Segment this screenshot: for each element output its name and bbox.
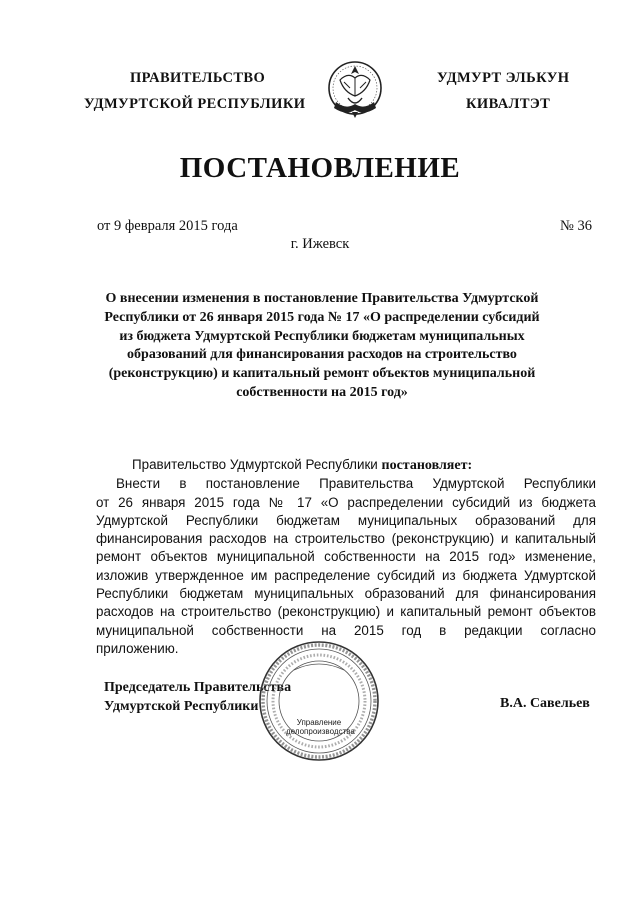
body-line: ремонт объектов муниципальной собственности на 2015 год» изменение, bbox=[96, 549, 596, 565]
header-left-line1: ПРАВИТЕЛЬСТВО bbox=[130, 70, 266, 86]
body-intro-line bbox=[96, 456, 596, 475]
udmurt-coat-of-arms-icon bbox=[326, 58, 384, 122]
body-intro: Правительство Удмуртской Республики bbox=[132, 457, 378, 472]
document-city: г. Ижевск bbox=[290, 236, 350, 252]
stamp-label bbox=[286, 718, 355, 736]
round-seal-icon bbox=[258, 640, 380, 762]
header-right-line1: УДМУРТ ЭЛЬКУН bbox=[437, 70, 570, 86]
signatory-role-line2: Удмуртской Республики bbox=[104, 699, 259, 714]
document-date: от 9 февраля 2015 года bbox=[97, 218, 238, 234]
body-line: Республики бюджетам муниципальных образований для финансирования bbox=[96, 586, 596, 602]
document-subject bbox=[96, 290, 548, 403]
signatory-name: В.А. Савельев bbox=[500, 696, 590, 711]
subject-line: образований для финансирования расходов на строительство bbox=[127, 347, 517, 363]
header-right-line2: КИВАЛТЭТ bbox=[466, 96, 551, 112]
document-title: ПОСТАНОВЛЕНИЕ bbox=[179, 152, 461, 184]
body-line: изложив утвержденное им распределение субсидий из бюджета Удмуртской bbox=[96, 567, 596, 583]
body-line: финансирования расходов на строительство (реконструкцию) и капитальный bbox=[96, 531, 596, 547]
header-left-line2: УДМУРТСКОЙ РЕСПУБЛИКИ bbox=[84, 96, 306, 112]
stamp-label-line1: Управление bbox=[296, 718, 342, 727]
document-body bbox=[96, 456, 596, 658]
subject-line: Республики от 26 января 2015 года № 17 «О распределении субсидий bbox=[104, 309, 540, 325]
body-line: приложению. bbox=[96, 640, 179, 656]
subject-line: собственности на 2015 год» bbox=[236, 384, 408, 400]
document-number: № 36 bbox=[560, 218, 592, 234]
subject-line: из бюджета Удмуртской Республики бюджетам муниципальных bbox=[119, 328, 525, 344]
body-line: расходов на строительство (реконструкцию) и капитальный ремонт объектов bbox=[96, 604, 596, 620]
signatory-role-line1: Председатель Правительства bbox=[104, 680, 292, 695]
body-line: от 26 января 2015 года № 17 «О распределении субсидий из бюджета bbox=[96, 494, 596, 510]
body-intro-bold: постановляет: bbox=[381, 458, 473, 473]
stamp-label-line2: делопроизводства bbox=[286, 727, 355, 736]
body-line: муниципальной собственности на 2015 год в редакции согласно bbox=[96, 622, 596, 638]
body-line: Удмуртской Республики бюджетам муниципальных образований для bbox=[96, 512, 596, 528]
subject-line: О внесении изменения в постановление Правительства Удмуртской bbox=[105, 291, 539, 306]
subject-line: (реконструкцию) и капитальный ремонт объектов муниципальной bbox=[108, 366, 536, 382]
body-line: Внести в постановление Правительства Удмуртской Республики bbox=[116, 476, 596, 492]
